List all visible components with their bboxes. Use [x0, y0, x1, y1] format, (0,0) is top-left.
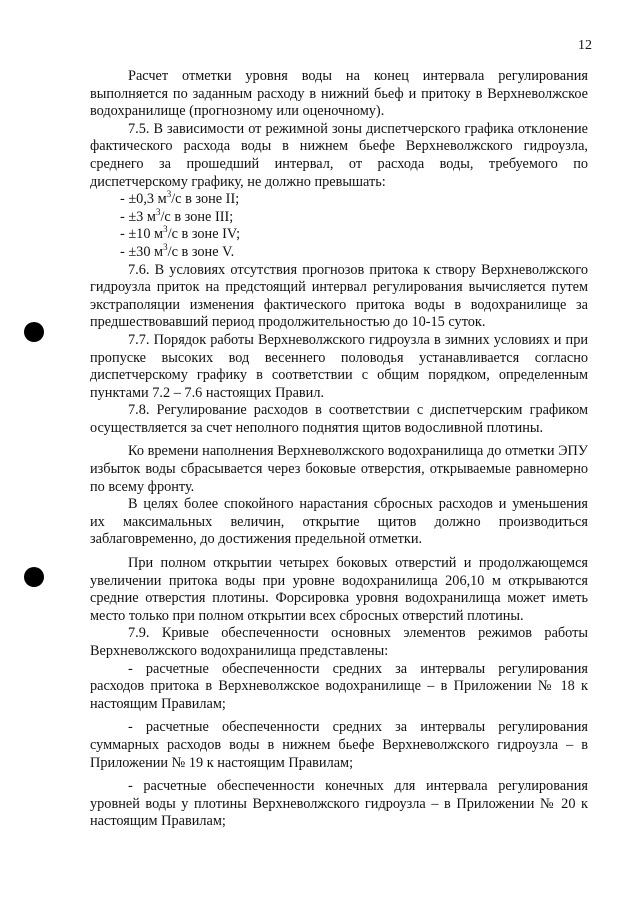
document-body [90, 68, 588, 831]
zone-list [90, 191, 588, 261]
paragraph: 7.7. Порядок работы Верхневолжского гидроузла в зимних условиях и при пропуске высоких вод весеннего половодья устанавливается согласно диспетчерскому графику в соответствии с общим порядком, определенным пунктами 7.2 – 7.6 настоящих Правил. [90, 331, 588, 401]
punch-hole-mark [24, 322, 44, 342]
list-item: - ±10 $м^3/с$ в зоне IV; [120, 224, 241, 243]
punch-hole-mark [24, 567, 44, 587]
page-number: 12 [578, 38, 592, 53]
bullet-item: - расчетные обеспеченности средних за интервалы регулирования суммарных расходов воды в нижнем бьефе Верхневолжского гидроузла – в Приложении № 19 к настоящим Правилам; [90, 719, 588, 771]
paragraph: 7.6. В условиях отсутствия прогнозов притока к створу Верхневолжского гидроузла приток на предстоящий интервал регулирования вычисляется путем экстраполяции изменения фактического притока воды в водохранилище за предшествовавший период продолжительностью до 10-15 суток. [90, 261, 588, 331]
paragraph: Ко времени наполнения Верхневолжского водохранилища до отметки ЭПУ избыток воды сбрасывается через боковые отверстия, открываемые равномерно по всему фронту. [90, 443, 588, 495]
paragraph: В целях более спокойного нарастания сбросных расходов и уменьшения их максимальных величин, открытие щитов должно производиться заблаговременно, до достижения предельной отметки. [90, 496, 588, 548]
paragraph: 7.8. Регулирование расходов в соответствии с диспетчерским графиком осуществляется за счет неполного поднятия щитов водосливной плотины. [90, 402, 588, 436]
list-item: - ±3 $м^3/с$ в зоне III; [120, 206, 234, 225]
list-item: - ±30 $м^3/с$ в зоне V. [120, 242, 235, 260]
list-item: - ±0,3 $м^3/с$ в зоне II; [120, 189, 240, 208]
bullet-item: - расчетные обеспеченности средних за интервалы регулирования расходов притока в Верхневолжское водохранилище – в Приложении № 18 к настоящим Правилам; [90, 660, 588, 712]
paragraph: Расчет отметки уровня воды на конец интервала регулирования выполняется по заданным расходу в нижний бьеф и притоку в Верхневолжское водохранилище (прогнозному или оценочному). [90, 68, 588, 120]
paragraph: При полном открытии четырех боковых отверстий и продолжающемся увеличении притока воды при уровне водохранилища 206,10 м открываются средние отверстия плотины. Форсировка уровня водохранилища может иметь место только при полном открытии всех сбросных отверстий плотины. [90, 555, 588, 624]
bullet-item: - расчетные обеспеченности конечных для интервала регулирования уровней воды у плотины Верхневолжского гидроузла – в Приложении № 20 к настоящим Правилам; [90, 778, 588, 830]
paragraph: 7.9. Кривые обеспеченности основных элементов режимов работы Верхневолжского водохранилища представлены: [90, 625, 588, 659]
paragraph: 7.5. В зависимости от режимной зоны диспетчерского графика отклонение фактического расхода воды в нижнем бьефе Верхневолжского гидроузла, среднего за прошедший интервал, от расхода воды, требуемого по диспетчерскому графику, не должно превышать: [90, 120, 588, 190]
